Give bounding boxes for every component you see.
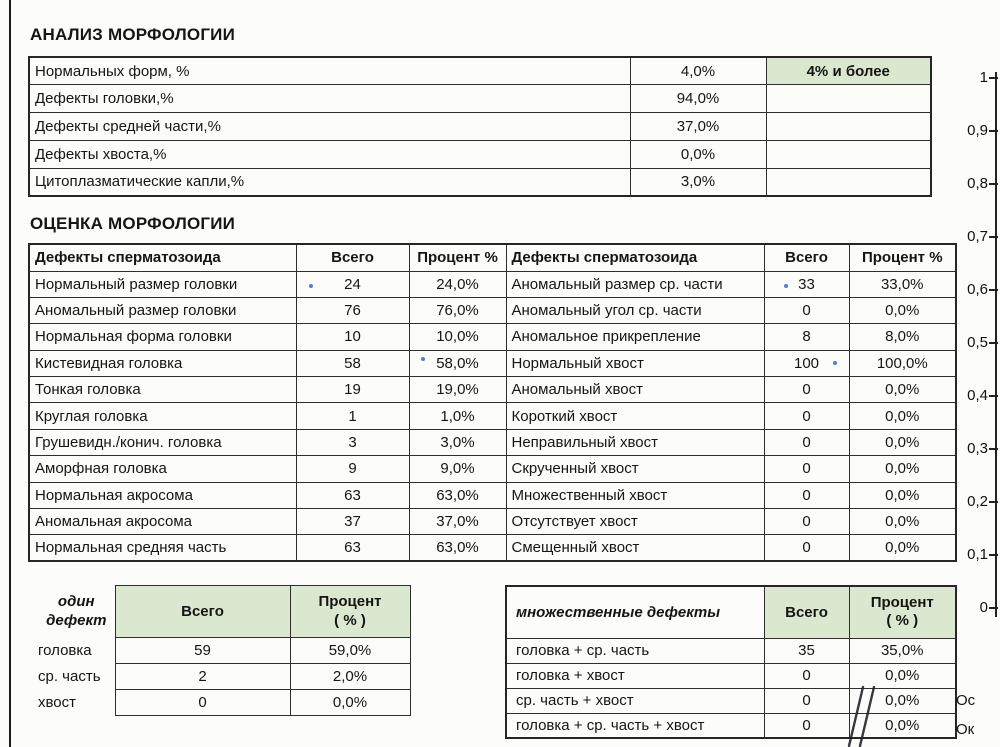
- defect-total: 8: [764, 324, 849, 350]
- axis-tick: [989, 183, 998, 185]
- defect-total: 0: [764, 713, 849, 738]
- defect-percent: 59,0%: [290, 638, 410, 664]
- single-defects-title: [35, 586, 115, 638]
- defect-label: Нормальный хвост: [506, 350, 764, 376]
- defect-total: 0: [764, 688, 849, 713]
- axis-label: 0,5: [967, 334, 988, 351]
- table-header-row: [29, 244, 956, 271]
- defect-percent: 58,0%: [409, 350, 506, 376]
- summary-value: 3,0%: [630, 168, 766, 196]
- header-line: Процент: [870, 593, 934, 611]
- defect-percent: 10,0%: [409, 324, 506, 350]
- summary-label: Дефекты хвоста,%: [29, 140, 630, 168]
- summary-value: 4,0%: [630, 57, 766, 85]
- table-header-row: [506, 586, 956, 638]
- defect-total: 9: [296, 456, 409, 482]
- defect-label: Аномальный хвост: [506, 377, 764, 403]
- defect-label: Аморфная головка: [29, 456, 296, 482]
- defect-label: Неправильный хвост: [506, 429, 764, 455]
- defect-total: 0: [764, 663, 849, 688]
- summary-label: Цитоплазматические капли,%: [29, 168, 630, 196]
- header-line: ( % ): [334, 611, 366, 629]
- table-row: [29, 271, 956, 297]
- header-line: ( % ): [886, 612, 919, 630]
- defect-label: Скрученный хвост: [506, 456, 764, 482]
- summary-value: 94,0%: [630, 85, 766, 113]
- defect-percent: 0,0%: [849, 377, 956, 403]
- column-header-total: Всего: [764, 244, 849, 271]
- table-row: [35, 664, 410, 690]
- defect-label: головка + хвост: [506, 663, 764, 688]
- morphology-details-table: [28, 243, 957, 562]
- column-header-total: Всего: [296, 244, 409, 271]
- defect-percent: 63,0%: [409, 535, 506, 561]
- defect-label: Нормальный размер головки: [29, 271, 296, 297]
- defect-label: Аномальное прикрепление: [506, 324, 764, 350]
- multiple-defects-title: множественные дефекты: [506, 586, 764, 638]
- clipped-legend-text: Ок: [956, 721, 975, 738]
- defect-total: 0: [764, 456, 849, 482]
- axis-label: 0,6: [967, 281, 988, 298]
- defect-total: 63: [296, 482, 409, 508]
- table-row: [29, 429, 956, 455]
- title-line: один: [57, 592, 95, 610]
- defect-total: 0: [764, 482, 849, 508]
- defect-percent: 0,0%: [849, 713, 956, 738]
- defect-total: 33: [764, 271, 849, 297]
- defect-percent: 76,0%: [409, 297, 506, 323]
- table-row: [506, 688, 956, 713]
- defect-percent: 24,0%: [409, 271, 506, 297]
- table-row: [35, 638, 410, 664]
- defect-total: 19: [296, 377, 409, 403]
- table-row: [35, 690, 410, 716]
- table-row: [29, 168, 931, 196]
- defect-total: 76: [296, 297, 409, 323]
- axis-label: 0,1: [967, 546, 988, 563]
- axis-label: 0: [979, 599, 988, 616]
- column-header-total: Всего: [764, 586, 849, 638]
- axis-label: 0,9: [967, 122, 988, 139]
- defect-percent: 0,0%: [849, 429, 956, 455]
- column-header-percent: Процент %: [849, 244, 956, 271]
- defect-total: 100: [764, 350, 849, 376]
- defect-percent: 100,0%: [849, 350, 956, 376]
- blue-ink-dot: [833, 361, 837, 365]
- table-row: [29, 113, 931, 141]
- defect-percent: 37,0%: [409, 509, 506, 535]
- defect-total: 0: [764, 535, 849, 561]
- defect-total: 0: [764, 509, 849, 535]
- defect-label: ср. часть + хвост: [506, 688, 764, 713]
- defect-label: головка + ср. часть: [506, 638, 764, 663]
- summary-reference-note: [766, 113, 931, 141]
- table-row: [29, 140, 931, 168]
- defect-percent: 0,0%: [849, 403, 956, 429]
- defect-label: хвост: [38, 694, 77, 711]
- axis-tick: [989, 501, 998, 503]
- section-title-analysis: АНАЛИЗ МОРФОЛОГИИ: [30, 25, 235, 44]
- table-row: [29, 403, 956, 429]
- table-row: [506, 713, 956, 738]
- defect-percent: 0,0%: [849, 663, 956, 688]
- column-header-percent: Процент %: [409, 244, 506, 271]
- axis-label: 0,7: [967, 228, 988, 245]
- defect-percent: 0,0%: [849, 297, 956, 323]
- defect-label: Отсутствует хвост: [506, 509, 764, 535]
- defect-percent: 19,0%: [409, 377, 506, 403]
- morphology-summary-table: [28, 56, 932, 197]
- defect-total: 59: [115, 638, 290, 664]
- defect-percent: 0,0%: [290, 690, 410, 716]
- table-row: [506, 638, 956, 663]
- defect-label: Аномальный размер ср. части: [506, 271, 764, 297]
- summary-value: 0,0%: [630, 140, 766, 168]
- axis-label: 0,8: [967, 175, 988, 192]
- defect-total: 2: [115, 664, 290, 690]
- scan-edge-line: [9, 0, 11, 747]
- defect-percent: 0,0%: [849, 456, 956, 482]
- axis-tick: [989, 130, 998, 132]
- defect-total: 10: [296, 324, 409, 350]
- defect-label: Аномальный размер головки: [29, 297, 296, 323]
- summary-reference-note: 4% и более: [766, 57, 931, 85]
- defect-label: Смещенный хвост: [506, 535, 764, 561]
- table-header-row: [35, 586, 410, 638]
- table-row: [29, 350, 956, 376]
- summary-reference-note: [766, 168, 931, 196]
- table-row: [29, 57, 931, 85]
- defect-total: 0: [764, 377, 849, 403]
- column-header-total: Всего: [115, 586, 290, 638]
- defect-total: 0: [115, 690, 290, 716]
- defect-percent: 9,0%: [409, 456, 506, 482]
- table-row: [29, 377, 956, 403]
- defect-percent: 33,0%: [849, 271, 956, 297]
- defect-percent: 0,0%: [849, 535, 956, 561]
- multiple-defects-table: [505, 585, 957, 739]
- defect-percent: 0,0%: [849, 509, 956, 535]
- column-header-defects: Дефекты сперматозоида: [29, 244, 296, 271]
- defect-total: 3: [296, 429, 409, 455]
- table-row: [29, 535, 956, 561]
- defect-label: Круглая головка: [29, 403, 296, 429]
- table-row: [29, 456, 956, 482]
- defect-label: ср. часть: [38, 668, 101, 685]
- summary-reference-note: [766, 140, 931, 168]
- defect-percent: 35,0%: [849, 638, 956, 663]
- axis-tick: [989, 289, 998, 291]
- defect-total: 0: [764, 297, 849, 323]
- axis-tick: [989, 342, 998, 344]
- defect-percent: 63,0%: [409, 482, 506, 508]
- chart-y-axis-line: [995, 72, 997, 617]
- axis-tick: [989, 607, 998, 609]
- axis-label: 0,3: [967, 440, 988, 457]
- table-row: [29, 482, 956, 508]
- section-title-assessment: ОЦЕНКА МОРФОЛОГИИ: [30, 214, 236, 233]
- summary-reference-note: [766, 85, 931, 113]
- defect-total: 35: [764, 638, 849, 663]
- defect-label: Кистевидная головка: [29, 350, 296, 376]
- defect-total: 0: [764, 429, 849, 455]
- axis-tick: [989, 236, 998, 238]
- axis-label: 1: [979, 69, 988, 86]
- defect-total: 0: [764, 403, 849, 429]
- defect-label: Короткий хвост: [506, 403, 764, 429]
- defect-label: головка + ср. часть + хвост: [506, 713, 764, 738]
- defect-percent: 8,0%: [849, 324, 956, 350]
- table-row: [29, 85, 931, 113]
- summary-label: Дефекты головки,%: [29, 85, 630, 113]
- column-header-percent: [849, 586, 956, 638]
- defect-percent: 2,0%: [290, 664, 410, 690]
- defect-label: Аномальная акросома: [29, 509, 296, 535]
- axis-label: 0,4: [967, 387, 988, 404]
- defect-label: Нормальная акросома: [29, 482, 296, 508]
- blue-ink-dot: [309, 284, 313, 288]
- axis-label: 0,2: [967, 493, 988, 510]
- defect-total: 63: [296, 535, 409, 561]
- table-row: [29, 324, 956, 350]
- defect-total: 24: [296, 271, 409, 297]
- axis-tick: [989, 77, 998, 79]
- single-defects-table: [35, 585, 411, 716]
- defect-total: 58: [296, 350, 409, 376]
- summary-value: 37,0%: [630, 113, 766, 141]
- table-row: [506, 663, 956, 688]
- clipped-legend-text: Ос: [956, 692, 976, 709]
- defect-label: головка: [38, 642, 92, 659]
- axis-tick: [989, 448, 998, 450]
- defect-label: Нормальная средняя часть: [29, 535, 296, 561]
- defect-label: Грушевидн./конич. головка: [29, 429, 296, 455]
- defect-total: 1: [296, 403, 409, 429]
- column-header-defects: Дефекты сперматозоида: [506, 244, 764, 271]
- header-line: Процент: [318, 592, 382, 610]
- axis-tick: [989, 554, 998, 556]
- defect-label: Тонкая головка: [29, 377, 296, 403]
- defect-percent: 3,0%: [409, 429, 506, 455]
- table-row: [29, 297, 956, 323]
- defect-percent: 0,0%: [849, 688, 956, 713]
- summary-label: Дефекты средней части,%: [29, 113, 630, 141]
- summary-label: Нормальных форм, %: [29, 57, 630, 85]
- blue-ink-dot: [784, 284, 788, 288]
- defect-label: Нормальная форма головки: [29, 324, 296, 350]
- blue-ink-dot: [421, 357, 425, 361]
- defect-total: 37: [296, 509, 409, 535]
- defect-label: Аномальный угол ср. части: [506, 297, 764, 323]
- axis-tick: [989, 395, 998, 397]
- title-line: дефект: [46, 611, 107, 629]
- defect-label: Множественный хвост: [506, 482, 764, 508]
- column-header-percent: [290, 586, 410, 638]
- defect-percent: 1,0%: [409, 403, 506, 429]
- table-row: [29, 509, 956, 535]
- defect-percent: 0,0%: [849, 482, 956, 508]
